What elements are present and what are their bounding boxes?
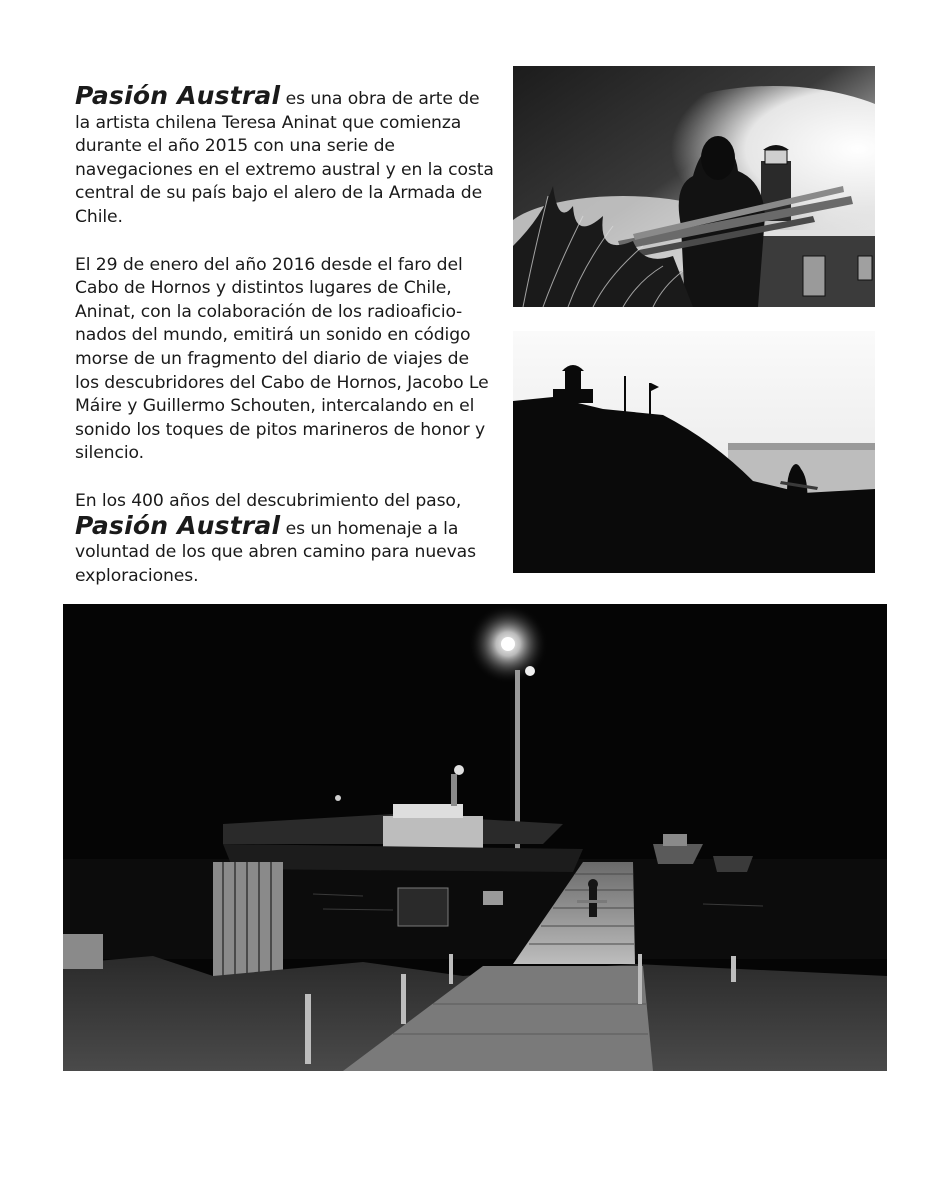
photo-night-pier bbox=[63, 604, 887, 1071]
photo-night-pier-image bbox=[63, 604, 887, 1071]
body-paragraph: El 29 de enero del año 2016 desde el faro del Cabo de Hornos y distintos lugares de Chile, Aninat, con la colaboración de los radioaficionados del mundo, emitirá un sonido en código morse de un fragmento del diario de viajes de los descubridores del Cabo de Hornos, Jacobo Le Máire y Guillermo Schouten, intercalando en el sonido los toques de pitos marineros de honor y silencio. bbox=[75, 254, 489, 464]
photo-woman-lighthouse bbox=[513, 66, 875, 307]
closing-paragraph bbox=[75, 490, 495, 588]
intro-paragraph bbox=[75, 81, 495, 230]
photo-lighthouse-cliff bbox=[513, 331, 875, 573]
photo-woman-lighthouse-image bbox=[513, 66, 875, 307]
closing-text: es un homenaje a la voluntad de los que abren camino para nuevas exploraciones. bbox=[75, 518, 476, 586]
article-text bbox=[75, 81, 495, 612]
brand-name: Pasión Austral bbox=[75, 510, 281, 540]
brand-name: Pasión Austral bbox=[75, 81, 281, 110]
closing-lead: En los 400 años del descubrimiento del paso, bbox=[75, 490, 462, 511]
photo-lighthouse-cliff-image bbox=[513, 331, 875, 573]
intro-text: es una obra de arte de la artista chilena Teresa Aninat que comienza durante el año 2015 con una serie de navegaciones en el extremo austral y en la costa central de su país bajo el alero de la Armada de Chile. bbox=[75, 89, 494, 227]
